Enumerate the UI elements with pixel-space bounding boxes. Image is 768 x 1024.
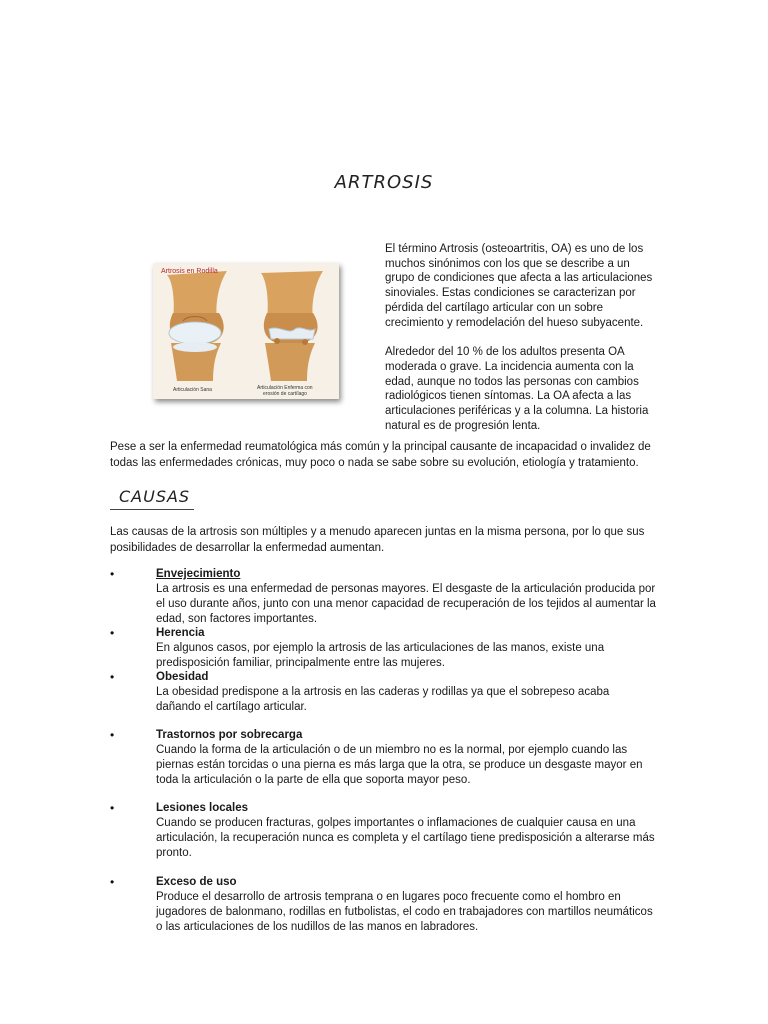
cause-title: Exceso de uso bbox=[156, 876, 237, 888]
intro-paragraph: El término Artrosis (osteoartritis, OA) es uno de los muchos sinónimos con los que se describe a un grupo de condiciones que afecta a las articulaciones sinoviales. Estas condiciones se caracterizan por pérdida del cartílago articular con un sobre crecimiento y remodelación del hueso subyacente. bbox=[385, 243, 653, 329]
figure-label-top: Artrosis en Rodilla bbox=[161, 268, 218, 275]
document-title: ARTROSIS bbox=[334, 172, 434, 193]
cause-title: Trastornos por sobrecarga bbox=[156, 729, 303, 741]
cause-title: Herencia bbox=[156, 627, 205, 639]
summary-paragraph: Pese a ser la enfermedad reumatológica más común y la principal causante de incapacidad o invalidez de todas las enfermedades crónicas, muy poco o nada se sabe sobre su evolución, etiología y tratamiento. bbox=[110, 441, 651, 469]
bullet: • bbox=[110, 875, 115, 889]
bullet: • bbox=[110, 567, 115, 581]
knee-illustration bbox=[153, 263, 339, 399]
cause-title: Envejecimiento bbox=[156, 568, 241, 580]
cause-title: Obesidad bbox=[156, 671, 209, 683]
bullet: • bbox=[110, 801, 115, 815]
cause-text: La artrosis es una enfermedad de personas mayores. El desgaste de la articulación producida por el uso durante años, junto con una menor capacidad de recuperación de los tejidos al aumentar la edad, son factores importantes. bbox=[156, 583, 656, 625]
cause-text: Produce el desarrollo de artrosis temprana o en lugares poco frecuente como el hombro en jugadores de balonmano, rodillas en futbolistas, el codo en trabajadores con martillos neumáticos o las articulaciones de los nudillos de las manos en labradores. bbox=[156, 891, 653, 933]
bullet: • bbox=[110, 626, 115, 640]
figure-label-diseased-2: erosión de cartílago bbox=[263, 391, 307, 397]
cause-title: Lesiones locales bbox=[156, 802, 249, 814]
causes-heading: CAUSAS bbox=[110, 487, 194, 510]
cause-text: La obesidad predispone a la artrosis en las caderas y rodillas ya que el sobrepeso acaba dañando el cartílago articular. bbox=[156, 686, 610, 713]
figure-label-healthy: Articulación Sana bbox=[173, 387, 212, 393]
causes-intro: Las causas de la artrosis son múltiples y a menudo aparecen juntas en la misma persona, por lo que sus posibilidades de desarrollar la enfermedad aumentan. bbox=[110, 526, 645, 554]
cause-text: Cuando la forma de la articulación o de un miembro no es la normal, por ejemplo cuando las piernas están torcidas o una pierna es más larga que la otra, se produce un desgaste mayor en toda la articulación o la parte de ella que soporta mayor peso. bbox=[156, 744, 643, 786]
bullet: • bbox=[110, 728, 115, 742]
intro-text bbox=[385, 242, 661, 448]
figure-label-diseased-1: Articulación Enferma con bbox=[257, 385, 313, 391]
cause-text: En algunos casos, por ejemplo la artrosis de las articulaciones de las manos, existe una predisposición familiar, principalmente entre las mujeres. bbox=[156, 642, 605, 669]
cause-text: Cuando se producen fracturas, golpes importantes o inflamaciones de cualquier causa en una articulación, la recuperación nunca es completa y el cartílago tiene predisposición a alterarse más pronto. bbox=[156, 817, 655, 859]
knee-illustration-graphic bbox=[153, 263, 339, 399]
bullet: • bbox=[110, 670, 115, 684]
intro-paragraph: Alrededor del 10 % de los adultos presenta OA moderada o grave. La incidencia aumenta con la edad, aunque no todos las personas con cambios radiológicos tienen síntomas. La OA afecta a las articulaciones periféricas y a la columna. La historia natural es de progresión lenta. bbox=[385, 346, 649, 432]
